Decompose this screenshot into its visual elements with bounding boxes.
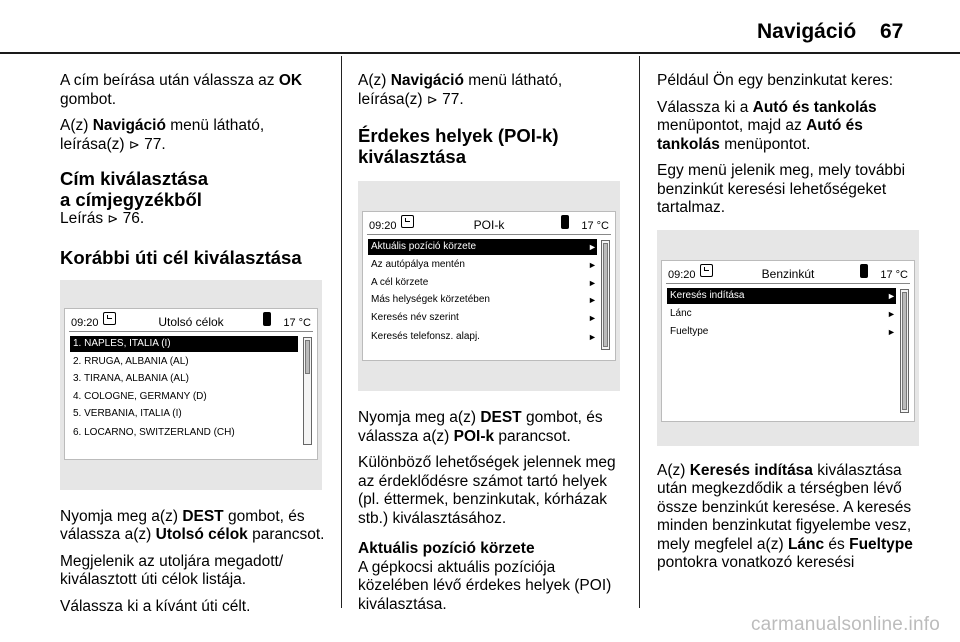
paragraph-options: Különböző lehetőségek jelennek meg az érdeklődésre számot tartó helyek (pl. éttermek, benzinkutak, kórházak stb.) kiválasztásához.: [358, 454, 616, 527]
screen-petrol-station: [661, 260, 915, 422]
list-item[interactable]: Aktuális pozíció körzete ►: [368, 239, 597, 255]
list-item[interactable]: 2. RRUGA, ALBANIA (AL): [73, 355, 189, 367]
paragraph-dest-poi: Nyomja meg a(z) DEST gombot, és válassza a(z) POI-k parancsot.: [358, 409, 603, 445]
screen-status-bar: 09:20 Utolsó célok 17 °C: [65, 309, 317, 331]
list-item[interactable]: 6. LOCARNO, SWITZERLAND (CH): [73, 426, 235, 438]
list-item[interactable]: 4. COLOGNE, GERMANY (D): [73, 390, 207, 402]
chevron-right-icon: ►: [887, 326, 896, 337]
chevron-right-icon: ►: [588, 313, 597, 323]
paragraph-select-car: Válassza ki a Autó és tankolás menüpontot, majd az Autó és tankolás menüpontot.: [657, 98, 877, 153]
reference-arrow-icon: ⊳: [107, 211, 119, 226]
list-item[interactable]: Lánc ►: [667, 306, 896, 322]
chevron-right-icon: ►: [887, 308, 896, 319]
chevron-right-icon: ►: [588, 260, 597, 270]
reference-arrow-icon: ⊳: [128, 136, 140, 152]
figure-petrol-station: [657, 230, 919, 446]
list-item[interactable]: Keresés indítása ►: [667, 288, 896, 304]
page-header: [0, 0, 960, 50]
list-item[interactable]: A cél körzete ►: [368, 275, 597, 291]
scrollbar[interactable]: [601, 240, 610, 350]
heading-address-book: Cím kiválasztása a címjegyzékből: [60, 168, 209, 210]
page-title: Navigáció: [757, 20, 857, 43]
paragraph-menu-appears: Egy menü jelenik meg, mely további benzinkút keresési lehetőségeket tartalmaz.: [657, 162, 906, 216]
list-item[interactable]: Az autópálya mentén ►: [368, 257, 597, 273]
chevron-right-icon: ►: [588, 242, 597, 252]
chevron-right-icon: ►: [588, 332, 597, 342]
paragraph-ok: A cím beírása után válassza az OK gombot.: [60, 72, 303, 108]
screen-last-destinations: [64, 308, 318, 460]
paragraph-nav-ref: A(z) Navigáció menü látható, leírása(z) ⊳ 77.: [60, 117, 265, 153]
list-item[interactable]: Fueltype ►: [667, 324, 896, 340]
column-divider-1: [341, 56, 342, 608]
list-item[interactable]: Keresés név szerint ►: [368, 310, 597, 326]
page-number: 67: [880, 20, 904, 43]
reference-arrow-icon: ⊳: [426, 91, 438, 107]
paragraph-select-dest: Válassza ki a kívánt úti célt.: [60, 597, 251, 615]
list-item[interactable]: 3. TIRANA, ALBANIA (AL): [73, 372, 189, 384]
heading-previous-destination: Korábbi úti cél kiválasztása: [60, 246, 302, 268]
screen-status-bar: 09:20 Benzinkút 17 °C: [662, 261, 914, 283]
list-item[interactable]: Keresés telefonsz. alapj. ►: [368, 329, 597, 345]
paragraph-example: Például Ön egy benzinkutat keres:: [657, 72, 894, 89]
chevron-right-icon: ►: [588, 295, 597, 305]
screen-status-bar: 09:20 POI-k 17 °C: [363, 212, 615, 234]
column-2: [358, 72, 623, 622]
heading-current-position: Aktuális pozíció körzete: [358, 540, 535, 557]
scrollbar[interactable]: [900, 289, 909, 413]
heading-poi: Érdekes helyek (POI-k) kiválasztása: [358, 125, 559, 167]
paragraph-list-shown: Megjelenik az utoljára megadott/ kiválasztott úti célok listája.: [60, 552, 284, 588]
header-rule: [0, 52, 960, 54]
list-item[interactable]: 1. NAPLES, ITALIA (I): [70, 336, 298, 352]
paragraph-address-ref: Leírás ⊳ 76.: [60, 210, 145, 227]
figure-last-destinations: [60, 280, 322, 490]
paragraph-dest-last: Nyomja meg a(z) DEST gombot, és válassza a(z) Utolsó célok parancsot.: [60, 507, 325, 543]
column-1: [60, 72, 330, 624]
paragraph-nav-ref: A(z) Navigáció menü látható, leírása(z) ⊳ 77.: [358, 72, 563, 108]
paragraph-search-start: A(z) Keresés indítása kiválasztása után megkezdődik a térségben lévő össze benzinkút keresése. A keresés minden benzinkutat figyelembe vesz, mely megfelel a(z) Lánc és Fueltype pontokra vonatkozó keresési: [657, 461, 913, 571]
chevron-right-icon: ►: [588, 278, 597, 288]
column-divider-2: [639, 56, 640, 608]
thermometer-icon: [263, 312, 271, 326]
paragraph-current-position: A gépkocsi aktuális pozíciója közelében lévő érdekes helyek (POI) kiválasztása.: [358, 558, 612, 613]
scrollbar[interactable]: [303, 337, 312, 445]
thermometer-icon: [860, 264, 868, 278]
figure-poi: [358, 181, 620, 391]
chevron-right-icon: ►: [887, 290, 896, 301]
screen-poi: [362, 211, 616, 361]
column-3: [657, 72, 922, 581]
list-item[interactable]: Más helységek körzetében ►: [368, 292, 597, 308]
watermark: carmanualsonline.info: [750, 614, 940, 635]
thermometer-icon: [561, 215, 569, 229]
list-item[interactable]: 5. VERBANIA, ITALIA (I): [73, 407, 182, 419]
